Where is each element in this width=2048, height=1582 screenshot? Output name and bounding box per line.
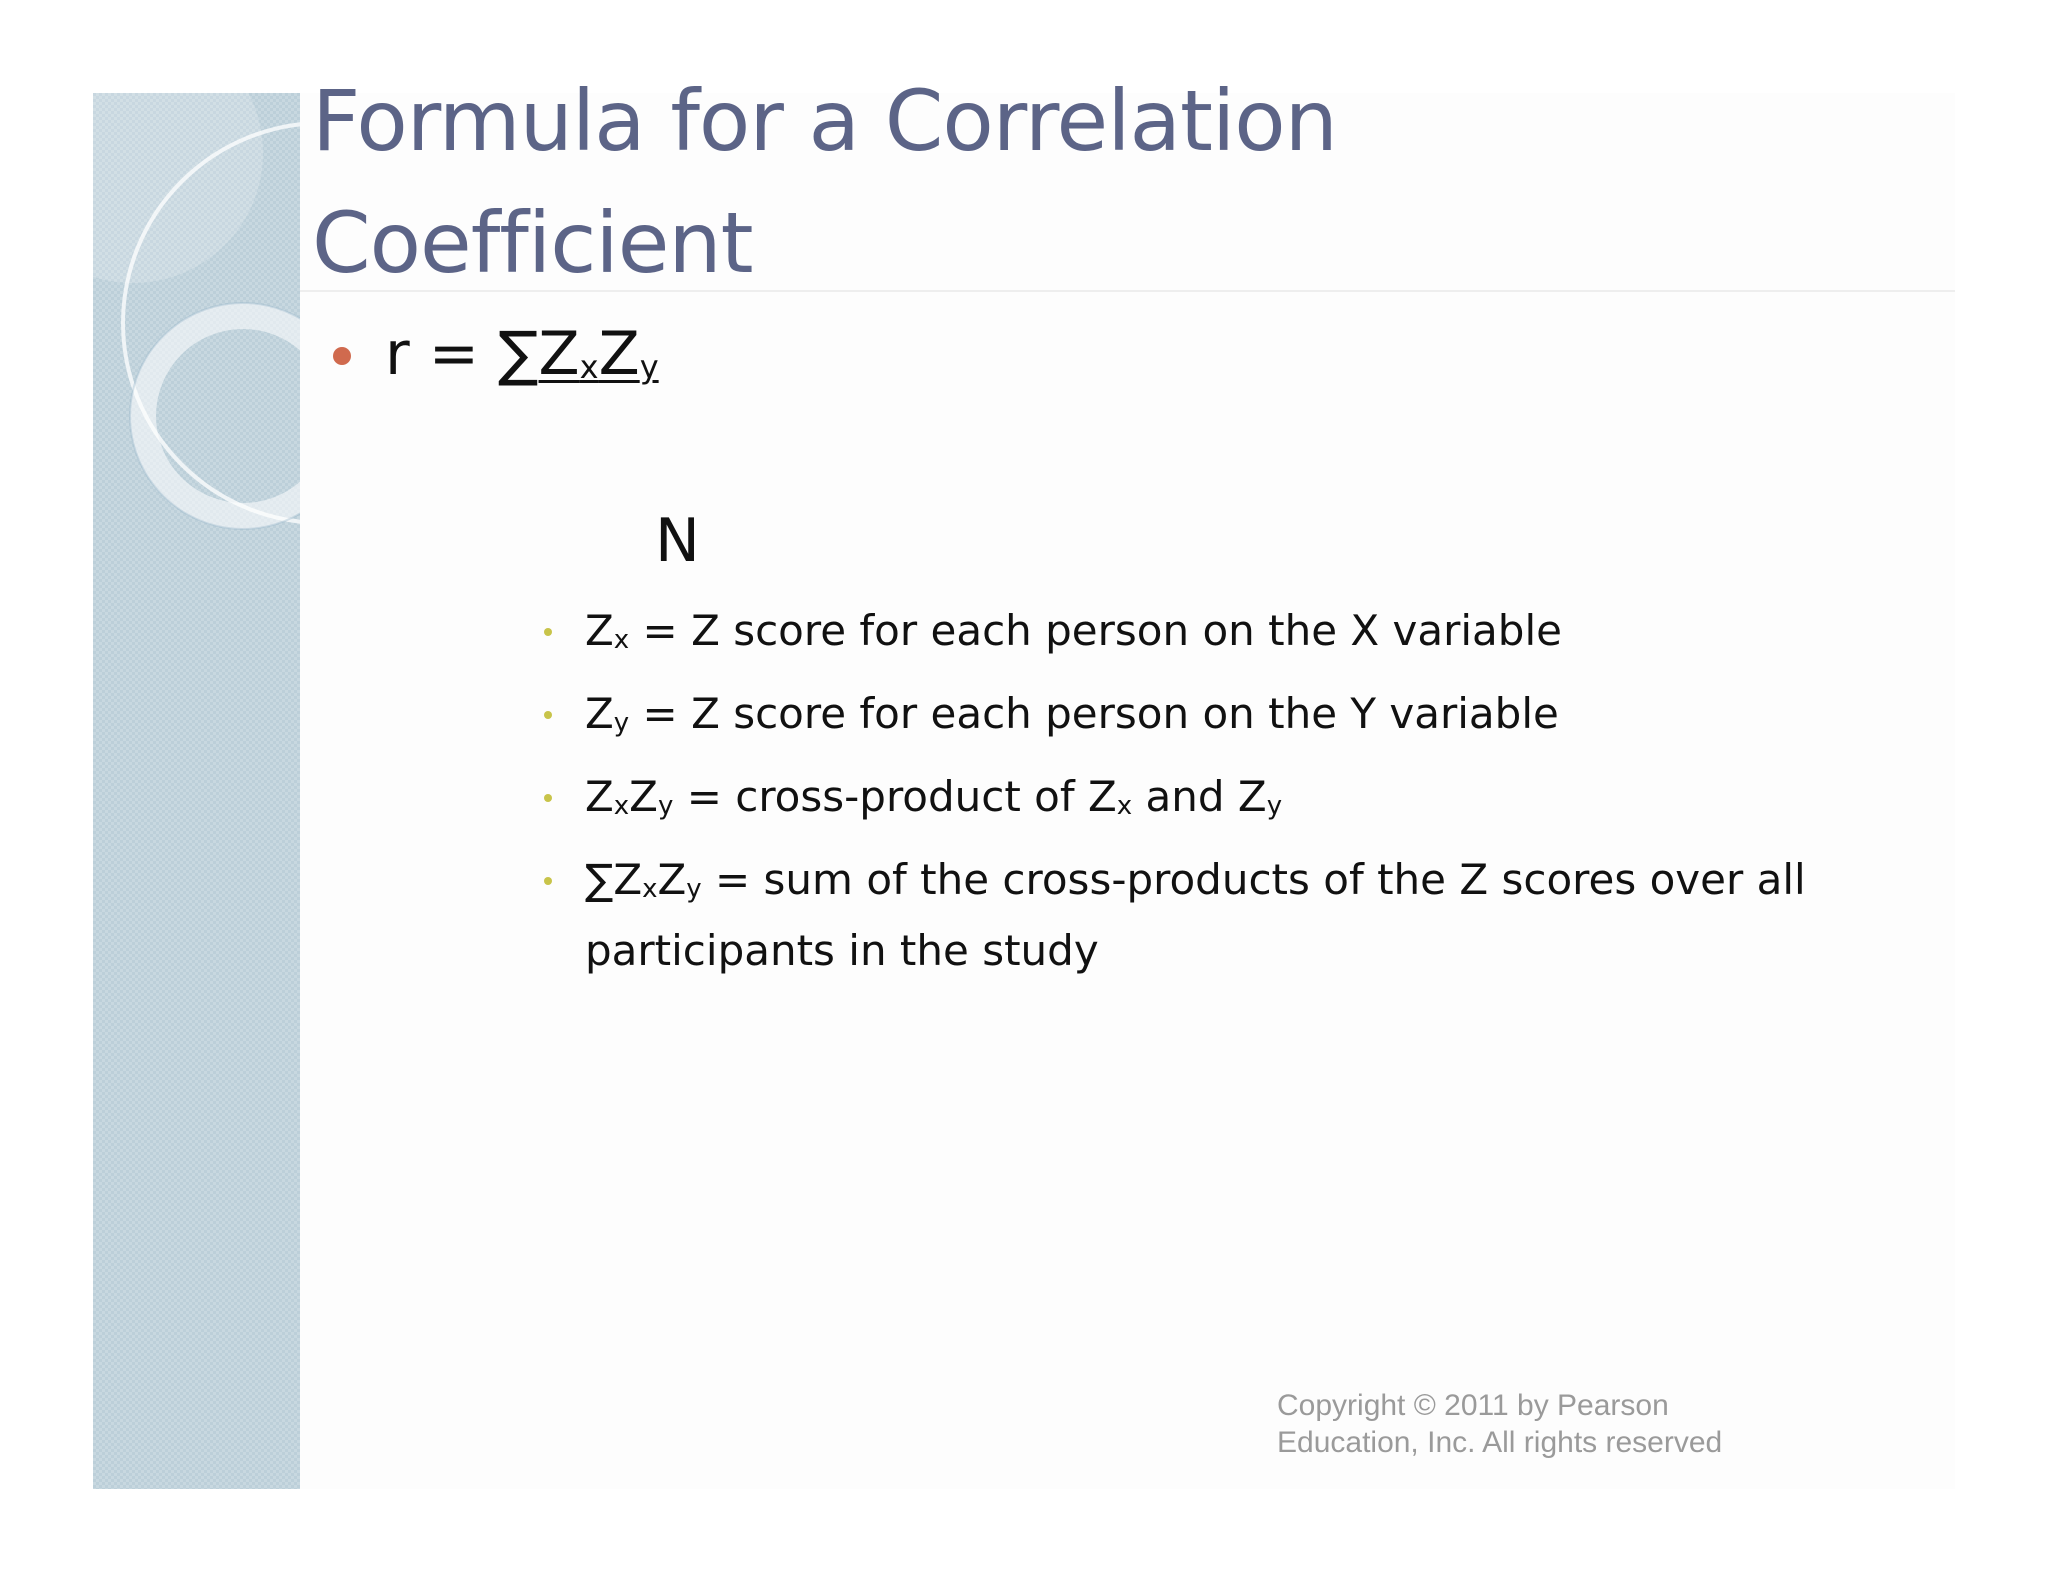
formula-numerator: $\sum Z_xZ_y$ [498, 319, 659, 389]
dot-bullet-icon [544, 877, 552, 885]
dot-bullet-icon [544, 711, 552, 719]
list-item: $\sum Z_xZ_y$ = sum of the cross-products of the Z scores over all participants in the study [540, 849, 1840, 982]
list-item: $Z_y = Z$ score for each person on the Y variable [540, 683, 1840, 754]
copyright-line: Education, Inc. All rights reserved [1277, 1426, 1723, 1459]
list-item: $Z_x = Z$ score for each person on the X variable [540, 600, 1840, 671]
formula-lhs: r = [385, 319, 480, 389]
dot-bullet-icon [544, 794, 552, 802]
copyright-line: Copyright © 2011 by Pearson [1277, 1389, 1669, 1422]
definitions-list [540, 600, 1840, 994]
list-item: $Z_xZ_y$ = cross-product of $Z_x$ and $Z_y$ [540, 766, 1840, 837]
formula-denominator: N [655, 506, 700, 576]
copyright-notice [1277, 1387, 1777, 1461]
decorative-sidebar [93, 93, 300, 1489]
correlation-formula [385, 318, 659, 403]
decorative-circles-icon [93, 93, 300, 1489]
bullet-icon [333, 347, 351, 365]
dot-bullet-icon [544, 628, 552, 636]
slide-title: Formula for a Correlation Coefficient [312, 72, 1337, 292]
